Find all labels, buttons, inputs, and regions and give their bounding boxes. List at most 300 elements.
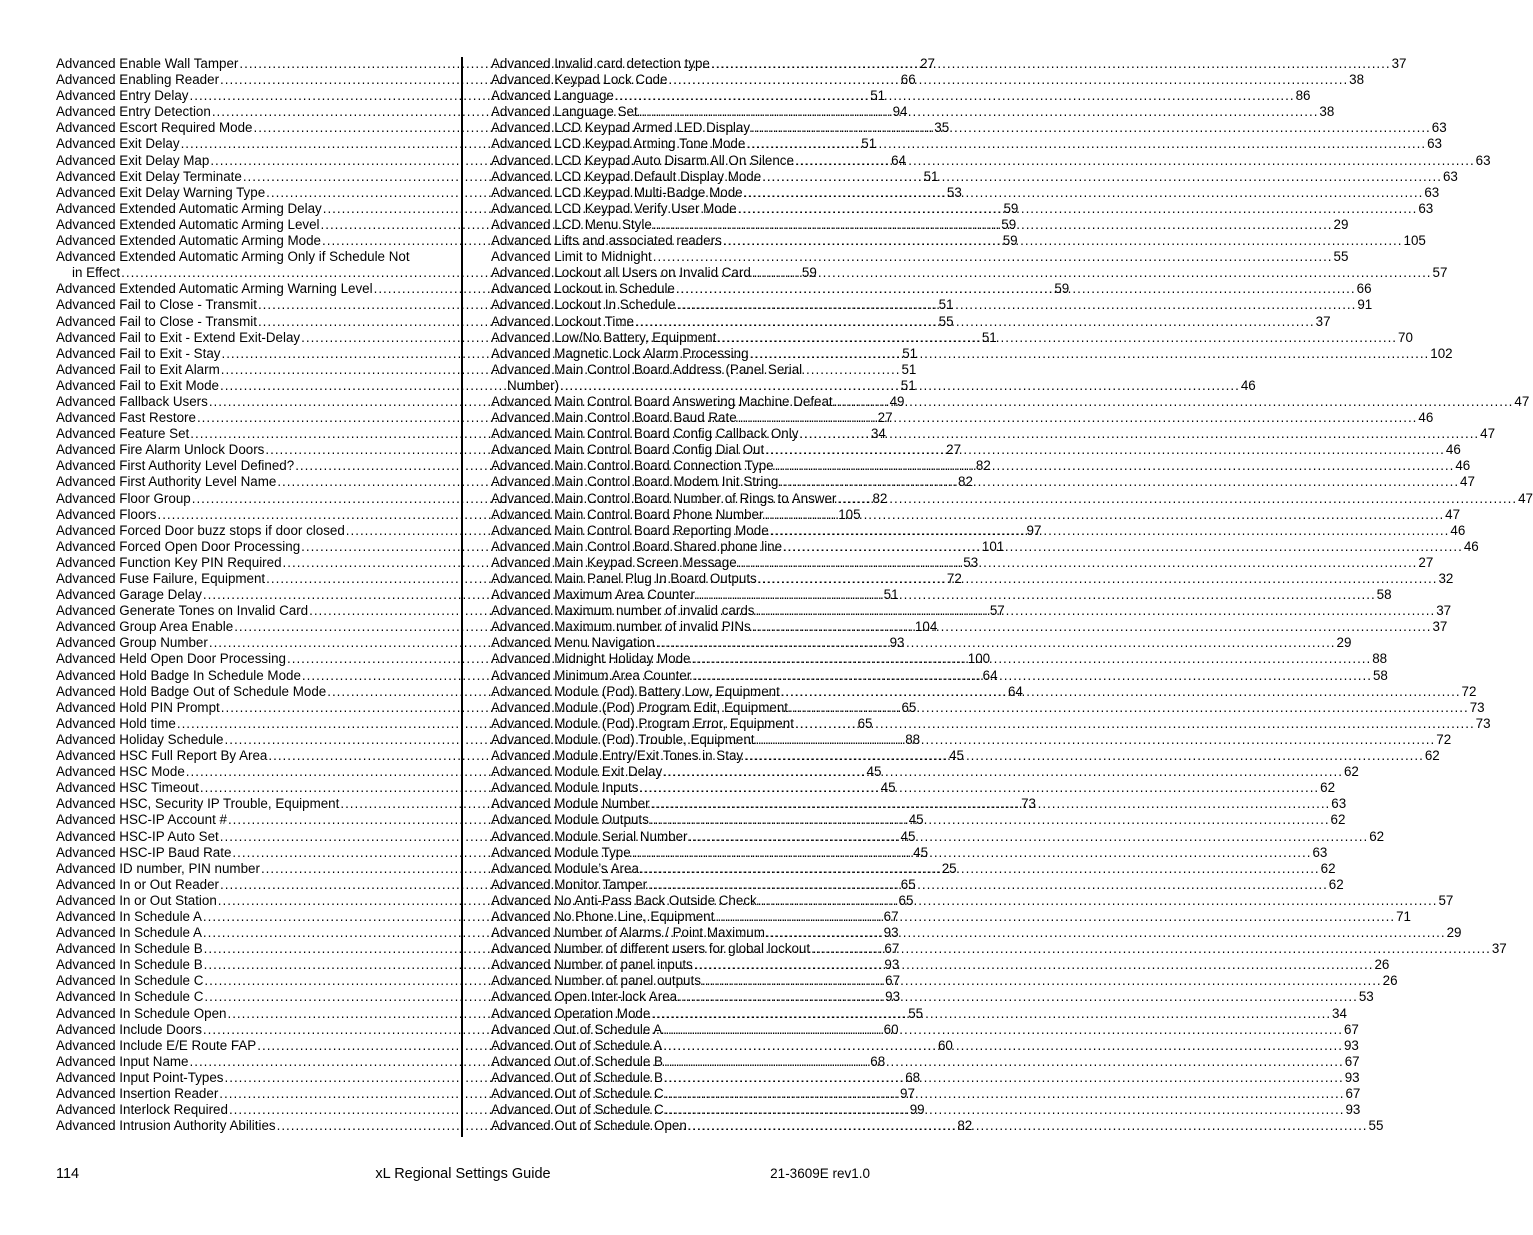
index-term: Advanced Out of Schedule A xyxy=(491,1021,663,1037)
leader-dots xyxy=(678,989,1358,1005)
index-page-number: 68 xyxy=(905,1069,921,1085)
index-page-number: 45 xyxy=(908,812,924,828)
index-page-number: 53 xyxy=(1358,989,1374,1005)
index-page-number: 45 xyxy=(880,780,896,796)
index-page-number: 37 xyxy=(1432,619,1448,635)
index-term: Advanced Floors xyxy=(56,506,157,522)
index-page-number: 26 xyxy=(1374,957,1390,973)
leader-dots xyxy=(663,1038,1343,1054)
index-term: Advanced Fallback Users xyxy=(56,393,208,409)
page-footer xyxy=(56,1166,870,1184)
index-page-number: 59 xyxy=(1003,200,1019,216)
index-page-number: 72 xyxy=(1436,731,1452,747)
index-page-number: 64 xyxy=(1007,683,1023,699)
index-page-number: 91 xyxy=(1357,297,1373,313)
index-page-number: 72 xyxy=(946,571,962,586)
leader-dots xyxy=(648,877,1328,893)
index-page-number: 53 xyxy=(946,184,962,200)
index-page-number: 46 xyxy=(1450,522,1466,538)
index-page-number: 62 xyxy=(1343,764,1359,780)
index-page-number: 26 xyxy=(1382,973,1398,989)
leader-dots xyxy=(811,941,1491,957)
leader-dots xyxy=(750,346,1430,362)
index-page-number: 65 xyxy=(857,715,873,731)
index-page-number: 67 xyxy=(1344,1053,1360,1069)
leader-dots xyxy=(640,861,1320,877)
index-page-number: 63 xyxy=(1442,168,1458,184)
index-term: Advanced Module Outputs xyxy=(491,812,649,828)
index-term: Advanced Fail to Close - Transmit xyxy=(56,313,257,329)
leader-dots xyxy=(738,410,1418,426)
index-page-number: 73 xyxy=(1475,715,1491,731)
index-term: Advanced Main Control Board Number of Rings to Answer xyxy=(491,490,837,506)
index-page-number: 46 xyxy=(1463,538,1479,554)
index-page-number: 51 xyxy=(981,329,997,345)
index-term: Advanced Lockout in Schedule xyxy=(491,281,675,297)
index-term: Advanced Garage Delay xyxy=(56,587,202,603)
index-page-number: 51 xyxy=(883,587,899,603)
index-page-number: 27 xyxy=(1418,554,1434,570)
index-page-number: 105 xyxy=(1403,233,1426,249)
index-term: Advanced In Schedule B xyxy=(56,941,203,957)
leader-dots xyxy=(751,120,1431,136)
index-term: Advanced Out of Schedule B xyxy=(491,1053,663,1069)
index-page-number: 73 xyxy=(1021,796,1036,812)
index-page-number: 46 xyxy=(1455,458,1471,474)
index-page-number: 49 xyxy=(889,393,905,409)
leader-dots xyxy=(758,893,1438,909)
index-term: Advanced Out of Schedule Open xyxy=(491,1118,687,1134)
index-term: Advanced Main Control Board Address (Panel Serial xyxy=(491,361,803,377)
index-page-number: 45 xyxy=(913,844,929,860)
index-term: Advanced Maximum number of invalid cards xyxy=(491,603,755,619)
leader-dots xyxy=(746,136,1426,152)
index-term: Advanced Fast Restore xyxy=(56,410,196,426)
leader-dots xyxy=(766,925,1446,941)
index-term: Advanced Hold time xyxy=(56,715,176,731)
leader-dots xyxy=(639,104,1319,120)
index-term: Advanced Main Control Board Reporting Mode xyxy=(491,522,769,538)
index-page-number: 47 xyxy=(1480,426,1496,442)
index-page-number: 62 xyxy=(1320,780,1336,796)
index-page-number: 38 xyxy=(1319,104,1335,120)
footer-revision: 21-3609E rev1.0 xyxy=(770,1166,870,1181)
index-page-number: 94 xyxy=(892,104,908,120)
index-term: Advanced First Authority Level Defined? xyxy=(56,458,295,474)
index-term: Advanced HSC Mode xyxy=(56,764,185,780)
index-term: Advanced Main Control Board Config Callback Only xyxy=(491,426,799,442)
index-page-number: 86 xyxy=(1295,88,1311,104)
index-page-number: 45 xyxy=(900,828,916,844)
index-page-number: 38 xyxy=(1349,72,1365,88)
index-page-number: 93 xyxy=(1343,1037,1359,1053)
index-term-continued: Number) xyxy=(507,377,560,393)
index-page-number: 93 xyxy=(1345,1102,1361,1118)
index-term: Advanced Invalid card detection type xyxy=(491,56,710,71)
leader-dots xyxy=(770,523,1450,539)
index-term: Advanced Module (Pod) Battery Low, Equipment xyxy=(491,683,780,699)
index-term: Advanced Feature Set xyxy=(56,426,190,442)
leader-dots xyxy=(744,748,1424,764)
index-page-number: 93 xyxy=(884,957,900,973)
index-term: Advanced Maximum number of invalid PINs xyxy=(491,619,751,635)
index-term: Advanced Forced Open Door Processing xyxy=(56,538,301,554)
index-page-number: 63 xyxy=(1427,136,1442,152)
index-page-number: 101 xyxy=(981,538,1005,554)
index-page-number: 67 xyxy=(1345,1086,1361,1101)
index-term: Advanced Generate Tones on Invalid Card xyxy=(56,603,309,619)
index-page-number: 62 xyxy=(1330,812,1346,828)
index-page-number: 93 xyxy=(1344,1069,1360,1085)
leader-dots xyxy=(668,72,1348,88)
index-term: Advanced Number of different users for global lockout xyxy=(491,941,811,957)
index-page-number: 60 xyxy=(883,1021,899,1037)
index-term: Advanced ID number, PIN number xyxy=(56,860,260,876)
index-term: Advanced Function Key PIN Required xyxy=(56,554,282,570)
index-term: Advanced Module (Pod) Trouble, Equipment xyxy=(491,731,755,747)
index-page-number: 59 xyxy=(1001,216,1017,232)
index-page-number: 51 xyxy=(902,345,918,361)
index-page-number: 88 xyxy=(1372,651,1388,667)
index-entry xyxy=(491,136,1442,152)
index-term: Advanced In or Out Station xyxy=(56,892,217,908)
index-page-number: 82 xyxy=(958,474,973,490)
index-page-number: 62 xyxy=(1369,828,1385,844)
index-page-number: 37 xyxy=(1491,941,1507,957)
leader-dots xyxy=(692,651,1372,667)
index-term: Advanced Extended Automatic Arming Only if Schedule Not xyxy=(56,249,410,265)
index-term: Advanced Lockout In Schedule xyxy=(491,297,676,313)
index-term: Advanced Extended Automatic Arming Level xyxy=(56,216,320,232)
leader-dots xyxy=(664,1070,1344,1086)
index-term: Advanced Module Number xyxy=(491,796,650,812)
index-page-number: 104 xyxy=(914,619,938,635)
index-term: Advanced Include Doors xyxy=(56,1021,202,1037)
index-page-number: 34 xyxy=(870,426,886,442)
index-term: Advanced Exit Delay Map xyxy=(56,152,210,168)
footer-document-title: xL Regional Settings Guide xyxy=(375,1166,551,1182)
index-page-number: 64 xyxy=(891,152,906,168)
index-term: Advanced Number of panel inputs xyxy=(491,957,693,973)
leader-dots xyxy=(653,249,1333,265)
leader-dots xyxy=(755,603,1435,619)
leader-dots xyxy=(651,1006,1331,1022)
index-term: Advanced Group Number xyxy=(56,635,208,651)
index-page-number: 47 xyxy=(1518,490,1533,506)
index-page-number: 58 xyxy=(1372,667,1388,683)
leader-dots xyxy=(738,555,1418,571)
index-term: Advanced Fire Alarm Unlock Doors xyxy=(56,442,265,458)
leader-dots xyxy=(795,153,1475,169)
leader-dots xyxy=(692,668,1372,684)
leader-dots xyxy=(665,1102,1345,1118)
index-term: Advanced Module’s Area xyxy=(491,860,639,876)
index-page-number: 51 xyxy=(870,88,886,104)
index-page-number: 73 xyxy=(1469,699,1485,715)
index-term: Advanced Menu Navigation xyxy=(491,635,655,651)
index-term: Advanced Limit to Midnight xyxy=(491,249,652,265)
index-term: Advanced Held Open Door Processing xyxy=(56,651,287,667)
index-term: Advanced Main Panel Plug In Board Outputs xyxy=(491,571,757,586)
index-term: Advanced Module (Pod) Program Error, Equipment xyxy=(491,715,794,731)
index-page-number: 63 xyxy=(1431,120,1447,136)
index-entry xyxy=(491,249,1349,265)
index-page-number: 51 xyxy=(901,361,917,377)
index-term: Advanced First Authority Level Name xyxy=(56,474,277,490)
index-page-number: 63 xyxy=(1418,200,1434,216)
index-page-number: 93 xyxy=(883,925,899,941)
index-term: Advanced Fail to Exit - Stay xyxy=(56,345,221,361)
index-page-number: 37 xyxy=(1391,56,1407,71)
index-term: Advanced In or Out Reader xyxy=(56,876,220,892)
index-page-number: 82 xyxy=(975,458,991,474)
index-page-number: 102 xyxy=(1430,345,1453,361)
leader-dots xyxy=(764,507,1444,523)
index-term: Advanced Enabling Reader xyxy=(56,72,220,88)
index-term: Advanced LCD Keypad Multi-Badge Mode xyxy=(491,184,743,200)
leader-dots xyxy=(694,957,1374,973)
leader-dots xyxy=(789,700,1469,716)
index-page-number: 59 xyxy=(1002,233,1018,249)
index-page-number: 29 xyxy=(1336,635,1352,651)
index-page-number: 47 xyxy=(1445,506,1461,522)
index-term: Advanced Hold Badge In Schedule Mode xyxy=(56,667,301,683)
index-term: Advanced HSC Timeout xyxy=(56,780,199,796)
index-page-number: 68 xyxy=(870,1053,886,1069)
leader-dots xyxy=(765,442,1445,458)
index-page-number: 66 xyxy=(900,72,916,88)
index-term: Advanced Maximum Area Counter xyxy=(491,587,695,603)
leader-dots xyxy=(762,169,1442,185)
index-page-number: 51 xyxy=(861,136,877,152)
index-term: Advanced In Schedule Open xyxy=(56,1005,227,1021)
index-page-number: 57 xyxy=(1432,265,1448,281)
index-page-number: 97 xyxy=(900,1086,915,1101)
index-term: Advanced Include E/E Route FAP xyxy=(56,1037,257,1053)
index-page-number: 51 xyxy=(923,168,939,184)
index-page-number: 32 xyxy=(1438,571,1454,586)
leader-dots xyxy=(702,973,1382,989)
index-page-number: 64 xyxy=(982,667,998,683)
index-page-number: 67 xyxy=(885,973,901,989)
index-term: Advanced Main Control Board Baud Rate xyxy=(491,410,737,426)
index-term: Advanced Main Control Board Modem Init String xyxy=(491,474,779,490)
index-page-number: 47 xyxy=(1460,474,1475,490)
index-page-number: 46 xyxy=(1418,410,1434,426)
index-page-number: 29 xyxy=(1446,925,1462,941)
leader-dots xyxy=(656,635,1336,651)
index-term: Advanced LCD Keypad Arming Tone Mode xyxy=(491,136,746,152)
index-term: Advanced Language Set xyxy=(491,104,638,120)
leader-dots xyxy=(688,1118,1368,1134)
index-term: Advanced Minimum Area Counter xyxy=(491,667,692,683)
leader-dots xyxy=(781,684,1461,700)
index-page-number: 65 xyxy=(898,892,914,908)
index-page-number: 62 xyxy=(1424,748,1440,764)
index-page-number: 47 xyxy=(1514,393,1530,409)
index-term: Advanced Enable Wall Tamper xyxy=(56,56,239,71)
index-page-number: 97 xyxy=(1026,522,1042,538)
index-entry xyxy=(491,506,1461,523)
index-term: Advanced Fail to Exit Mode xyxy=(56,377,220,393)
index-term: Advanced In Schedule A xyxy=(56,925,202,941)
index-page-number: 100 xyxy=(967,651,991,667)
index-term: Advanced Main Control Board Shared phone line xyxy=(491,538,783,554)
index-page-number: 63 xyxy=(1424,184,1440,200)
leader-dots xyxy=(696,587,1376,603)
index-term: Advanced Module Serial Number xyxy=(491,828,688,844)
leader-dots xyxy=(639,780,1319,796)
index-page-number: 46 xyxy=(1240,377,1256,393)
index-term: Advanced LCD Keypad Auto Disarm All On Silence xyxy=(491,152,794,168)
index-term: Advanced Out of Schedule C xyxy=(491,1102,664,1118)
index-term: Advanced Module (Pod) Program Edit, Equipment xyxy=(491,699,788,715)
index-term: Advanced Low/No Battery, Equipment xyxy=(491,329,717,345)
leader-dots xyxy=(665,1086,1345,1102)
index-term: Advanced Intrusion Authority Abilities xyxy=(56,1118,276,1134)
footer-page-number: 114 xyxy=(56,1166,80,1182)
column-divider xyxy=(461,57,463,1137)
leader-dots xyxy=(653,217,1333,233)
index-page-number: 37 xyxy=(1436,603,1452,619)
leader-dots xyxy=(738,201,1418,217)
index-term: Advanced LCD Menu Style xyxy=(491,216,652,232)
index-page-number: 62 xyxy=(1320,860,1336,876)
index-term: Advanced Extended Automatic Arming Warning Level xyxy=(56,281,373,297)
index-page-number: 46 xyxy=(1445,442,1461,458)
index-term: Advanced Extended Automatic Arming Mode xyxy=(56,233,321,249)
leader-dots xyxy=(664,1054,1344,1070)
leader-dots xyxy=(615,88,1295,104)
leader-dots xyxy=(635,314,1315,330)
leader-dots xyxy=(744,185,1424,201)
index-page-number: 63 xyxy=(1312,844,1328,860)
index-page-number: 45 xyxy=(949,748,965,764)
index-term: Advanced Midnight Holiday Mode xyxy=(491,651,691,667)
index-term: Advanced In Schedule C xyxy=(56,973,204,989)
leader-dots xyxy=(560,378,1240,394)
index-page-number: 55 xyxy=(1368,1118,1384,1134)
index-term: Advanced In Schedule C xyxy=(56,989,204,1005)
index-term: Advanced Module Inputs xyxy=(491,780,639,796)
index-page-number: 70 xyxy=(1398,329,1413,345)
index-page-number: 57 xyxy=(989,603,1005,619)
index-term: Advanced Hold Badge Out of Schedule Mode xyxy=(56,683,327,699)
index-term: Advanced Input Point-Types xyxy=(56,1069,224,1085)
index-page-number: 72 xyxy=(1461,683,1477,699)
index-page-number: 63 xyxy=(1475,152,1491,168)
index-page-number: 25 xyxy=(941,860,957,876)
index-term: Advanced Out of Schedule A xyxy=(491,1037,663,1053)
index-term: Advanced No Anti-Pass Back Outside Check xyxy=(491,892,757,908)
leader-dots xyxy=(834,394,1514,410)
index-term: Advanced Interlock Required xyxy=(56,1102,228,1118)
index-term: Advanced Language xyxy=(491,88,614,104)
index-term: Advanced Forced Door buzz stops if door closed xyxy=(56,522,345,538)
index-page-number: 59 xyxy=(1054,281,1070,297)
index-term: Advanced HSC-IP Auto Set xyxy=(56,828,219,844)
index-term: Advanced LCD Keypad Verify User Mode xyxy=(491,200,737,216)
index-page-number: 66 xyxy=(1356,281,1372,297)
leader-dots xyxy=(758,571,1438,587)
index-page-number: 29 xyxy=(1333,216,1349,232)
index-page-number: 51 xyxy=(938,297,954,313)
index-term: Advanced Extended Automatic Arming Delay xyxy=(56,200,322,216)
index-page-number: 67 xyxy=(884,941,900,957)
index-term: Advanced In Schedule B xyxy=(56,957,203,973)
index-term: Advanced Module Exit Delay xyxy=(491,764,663,780)
index-page-number: 60 xyxy=(937,1037,953,1053)
index-term: Advanced Exit Delay xyxy=(56,136,180,152)
leader-dots xyxy=(799,426,1479,442)
index-page-number: 27 xyxy=(877,410,893,426)
leader-dots xyxy=(723,233,1403,249)
index-page-number: 57 xyxy=(1438,892,1454,908)
index-page-number: 82 xyxy=(872,490,888,506)
index-page-number: 51 xyxy=(900,377,916,393)
leader-dots xyxy=(783,539,1463,555)
index-page-number: 71 xyxy=(1396,908,1411,924)
leader-dots xyxy=(677,297,1357,313)
index-term: Advanced Main Keypad Screen Message xyxy=(491,554,737,570)
index-page-number: 55 xyxy=(1333,249,1349,265)
leader-dots xyxy=(632,845,1312,861)
index-term: Advanced Module Entry/Exit Tones in Stay xyxy=(491,748,744,764)
index-term: Advanced Exit Delay Terminate xyxy=(56,168,242,184)
index-entry xyxy=(491,265,1448,281)
index-term: Advanced LCD Keypad Armed LED Display xyxy=(491,120,751,136)
index-term: Advanced Out of Schedule C xyxy=(491,1086,664,1101)
index-term: Advanced Fail to Exit - Extend Exit-Delay xyxy=(56,329,301,345)
index-page-number: 58 xyxy=(1376,587,1392,603)
index-term: Advanced Operation Mode xyxy=(491,1005,651,1021)
index-page-number: 93 xyxy=(885,989,901,1005)
index-term: Advanced Main Control Board Config Dial Out xyxy=(491,442,765,458)
index-term: Advanced No Phone Line, Equipment xyxy=(491,908,715,924)
leader-dots xyxy=(779,474,1459,490)
leader-dots xyxy=(663,1022,1343,1038)
index-page-number: 37 xyxy=(1315,313,1331,329)
index-page-number: 62 xyxy=(1328,876,1344,892)
index-page-number: 53 xyxy=(963,554,979,570)
index-page-number: 99 xyxy=(909,1102,925,1118)
index-term: Advanced Magnetic Lock Alarm Processing xyxy=(491,345,749,361)
index-page-number: 88 xyxy=(905,731,921,747)
index-page-number: 55 xyxy=(908,1005,924,1021)
index-term: Advanced Fail to Exit Alarm xyxy=(56,361,220,377)
index-term: Advanced Keypad Lock Code xyxy=(491,72,668,88)
index-term: Advanced Lockout Time xyxy=(491,313,634,329)
leader-dots xyxy=(717,330,1397,346)
index-page-number: 63 xyxy=(1331,796,1347,812)
index-page-number: 35 xyxy=(934,120,950,136)
leader-dots xyxy=(715,909,1395,925)
index-term: Advanced HSC-IP Baud Rate xyxy=(56,844,232,860)
index-term: Advanced Main Control Board Phone Number xyxy=(491,506,764,522)
index-term: Advanced HSC-IP Account # xyxy=(56,812,227,828)
leader-dots xyxy=(711,56,1391,72)
index-term: Advanced Group Area Enable xyxy=(56,619,234,635)
index-term: Advanced Lockout all Users on Invalid Card xyxy=(491,265,751,281)
index-term: Advanced Escort Required Mode xyxy=(56,120,253,136)
index-term: Advanced Number of panel outputs xyxy=(491,973,701,989)
leader-dots xyxy=(752,619,1432,635)
index-page-number: 93 xyxy=(889,635,905,651)
index-page-number: 65 xyxy=(901,699,917,715)
leader-dots xyxy=(752,265,1432,281)
index-page-number: 45 xyxy=(866,764,882,780)
index-page-number: 27 xyxy=(946,442,962,458)
